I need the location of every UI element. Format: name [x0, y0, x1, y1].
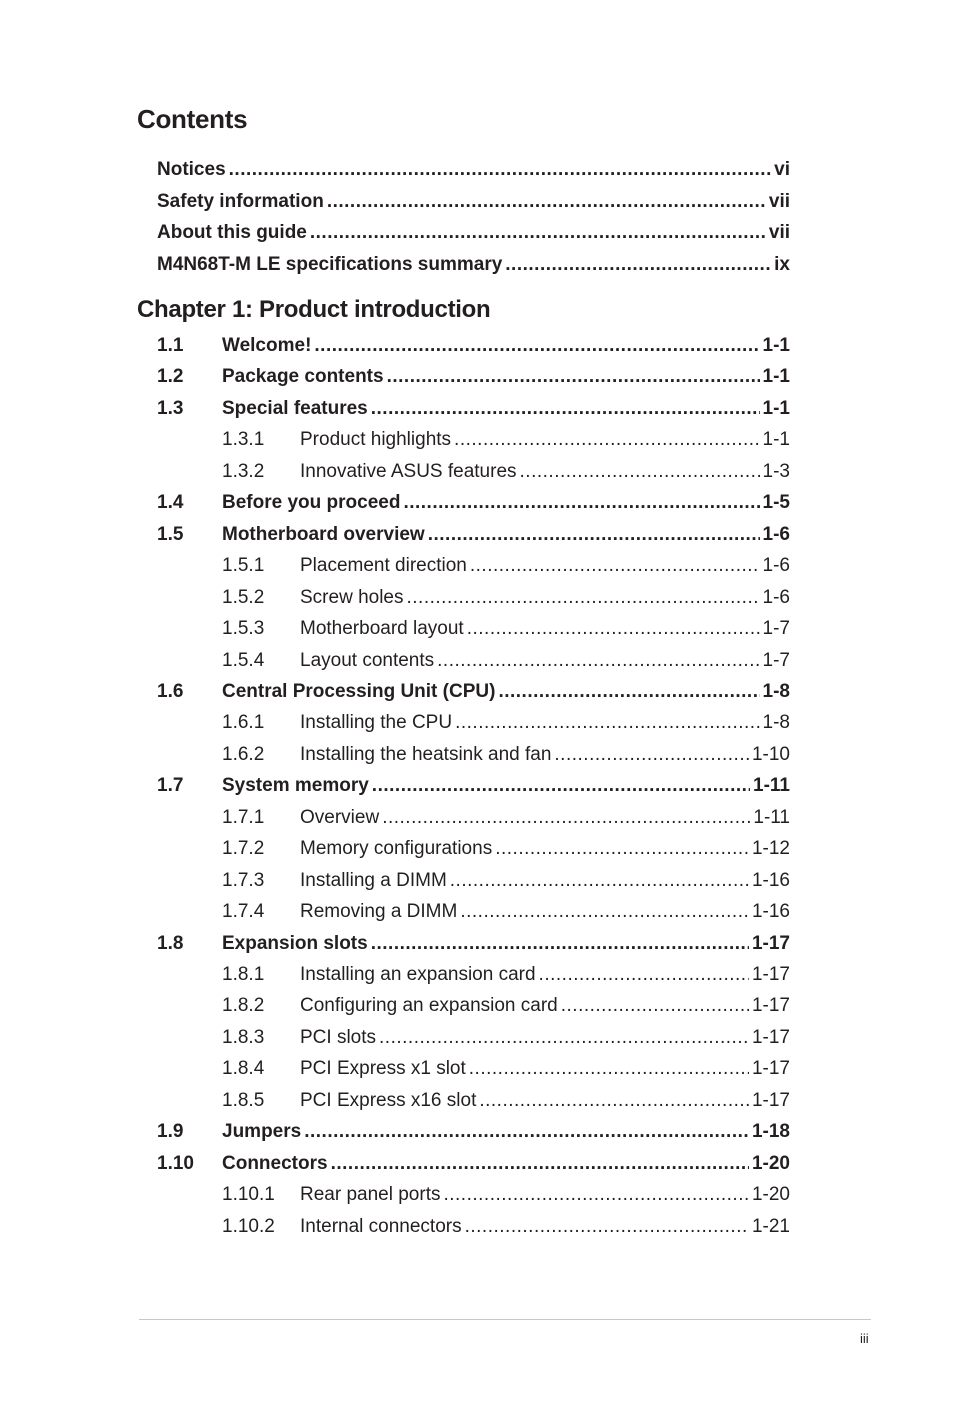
toc-entry[interactable] — [157, 397, 790, 421]
toc-entry[interactable] — [157, 334, 790, 358]
toc-entry-number: 1.7.1 — [222, 806, 265, 828]
toc-entry-page: 1-10 — [751, 743, 790, 765]
toc-entry-page: 1-11 — [753, 775, 790, 797]
footer-divider — [139, 1319, 871, 1320]
page-title: Contents — [137, 104, 248, 134]
toc-entry-page: 1-5 — [762, 492, 790, 514]
toc-entry-page: 1-1 — [762, 429, 790, 451]
toc-entry-number: 1.7 — [157, 775, 184, 797]
toc-entry[interactable] — [157, 1120, 790, 1144]
toc-entry[interactable] — [157, 994, 790, 1018]
toc-entry-page: vii — [768, 222, 790, 243]
toc-entry-number: 1.3.2 — [222, 460, 265, 482]
dot-leader — [498, 680, 759, 704]
toc-entry-number: 1.5.1 — [222, 555, 265, 577]
dot-leader — [407, 586, 760, 610]
toc-entry[interactable] — [157, 1183, 790, 1207]
toc-entry[interactable] — [157, 711, 790, 735]
toc-entry[interactable] — [157, 554, 790, 578]
toc-entry-page: 1-6 — [762, 586, 790, 608]
toc-entry-title: Connectors — [222, 1152, 328, 1174]
footer-page-number: iii — [860, 1331, 869, 1346]
toc-entry[interactable] — [157, 774, 790, 798]
dot-leader — [465, 1215, 749, 1239]
toc-entry-page: 1-7 — [762, 649, 790, 671]
toc-entry[interactable] — [157, 1152, 790, 1176]
dot-leader — [505, 253, 771, 277]
toc-entry-number: 1.7.3 — [222, 869, 265, 891]
toc-entry-title: Installing a DIMM — [300, 869, 447, 891]
toc-entry-title: Overview — [300, 806, 380, 828]
toc-entry-title: Before you proceed — [222, 492, 401, 514]
toc-entry[interactable] — [157, 221, 790, 245]
toc-entry-page: 1-8 — [762, 712, 790, 734]
toc-entry-title: Installing an expansion card — [300, 964, 536, 985]
toc-entry-page: vi — [774, 159, 790, 180]
toc-entry-page: 1-1 — [762, 366, 790, 388]
toc-entry-title: Removing a DIMM — [300, 901, 458, 923]
toc-entry[interactable] — [157, 932, 790, 956]
dot-leader — [467, 617, 760, 641]
toc-entry-page: 1-16 — [751, 869, 790, 891]
toc-entry-title: Jumpers — [222, 1121, 302, 1143]
toc-entry-title: Special features — [222, 397, 368, 419]
toc-entry-number: 1.5 — [157, 523, 184, 545]
dot-leader — [561, 994, 749, 1018]
toc-entry[interactable] — [157, 1089, 790, 1113]
dot-leader — [331, 1152, 749, 1176]
toc-entry-page: 1-12 — [751, 838, 790, 860]
toc-entry-title: Welcome! — [222, 335, 312, 356]
toc-entry-page: vii — [768, 190, 790, 212]
toc-entry-title: Internal connectors — [300, 1215, 462, 1237]
toc-entry-page: 1-21 — [751, 1215, 790, 1237]
toc-entry-page: 1-11 — [753, 806, 790, 828]
toc-entry-page: 1-20 — [751, 1184, 790, 1206]
toc-entry-title: Safety information — [157, 190, 324, 212]
toc-entry-page: ix — [774, 253, 790, 275]
toc-entry-page: 1-1 — [762, 335, 790, 356]
toc-entry-number: 1.6.2 — [222, 743, 265, 765]
toc-entry-title: System memory — [222, 775, 369, 797]
toc-entry-title: Motherboard overview — [222, 523, 425, 545]
dot-leader — [469, 1057, 749, 1081]
dot-leader — [314, 334, 759, 358]
toc-entry-number: 1.8.5 — [222, 1089, 265, 1111]
toc-entry[interactable] — [157, 963, 790, 987]
toc-entry[interactable] — [157, 491, 790, 515]
toc-entry-number: 1.10.2 — [222, 1215, 275, 1237]
dot-leader — [327, 190, 766, 214]
toc-entry[interactable] — [157, 460, 790, 484]
toc-entry-title: Motherboard layout — [300, 618, 464, 640]
toc-entry[interactable] — [157, 428, 790, 452]
dot-leader — [443, 1183, 749, 1207]
toc-entry[interactable] — [157, 253, 790, 277]
toc-entry-title: Installing the CPU — [300, 712, 453, 734]
toc-entry[interactable] — [157, 1057, 790, 1081]
toc-entry-title: PCI Express x1 slot — [300, 1058, 466, 1080]
dot-leader — [310, 221, 766, 245]
toc-entry[interactable] — [157, 869, 790, 893]
toc-entry[interactable] — [157, 837, 790, 861]
toc-entry[interactable] — [157, 617, 790, 641]
toc-entry[interactable] — [157, 806, 790, 830]
dot-leader — [371, 932, 749, 956]
toc-entry-number: 1.8.2 — [222, 995, 265, 1017]
dot-leader — [403, 491, 759, 515]
dot-leader — [450, 869, 749, 893]
toc-entry-number: 1.2 — [157, 366, 184, 388]
dot-leader — [460, 900, 749, 924]
dot-leader — [387, 365, 760, 389]
dot-leader — [454, 428, 759, 452]
toc-entry-number: 1.4 — [157, 492, 184, 514]
dot-leader — [379, 1026, 749, 1050]
toc-entry[interactable] — [157, 523, 790, 547]
toc-entry-number: 1.9 — [157, 1121, 184, 1143]
toc-entry-number: 1.10.1 — [222, 1184, 275, 1206]
toc-entry-page: 1-17 — [751, 1089, 790, 1111]
toc-entry-number: 1.6.1 — [222, 712, 265, 734]
toc-entry-number: 1.5.3 — [222, 618, 265, 640]
dot-leader — [229, 158, 772, 182]
toc-entry-page: 1-1 — [762, 397, 790, 419]
toc-entry[interactable] — [157, 900, 790, 924]
dot-leader — [554, 743, 749, 767]
toc-entry-title: Rear panel ports — [300, 1184, 441, 1206]
toc-entry[interactable] — [157, 1026, 790, 1050]
toc-entry[interactable] — [157, 1215, 790, 1239]
toc-entry-number: 1.3.1 — [222, 429, 265, 451]
toc-entry-number: 1.1 — [157, 335, 184, 356]
dot-leader — [428, 523, 760, 547]
toc-entry-title: Placement direction — [300, 555, 467, 577]
toc-entry-title: PCI Express x16 slot — [300, 1089, 477, 1111]
toc-entry-title: Configuring an expansion card — [300, 995, 558, 1017]
toc-entry-title: Expansion slots — [222, 932, 368, 954]
toc-entry-title: Notices — [157, 159, 226, 180]
toc-entry-number: 1.3 — [157, 397, 184, 419]
toc-entry-page: 1-16 — [751, 901, 790, 923]
toc-entry-title: Package contents — [222, 366, 384, 388]
toc-entry-page: 1-17 — [751, 1058, 790, 1080]
chapter-title: Chapter 1: Product introduction — [137, 296, 491, 323]
dot-leader — [539, 963, 749, 987]
toc-entry-page: 1-18 — [751, 1121, 790, 1143]
dot-leader — [382, 806, 750, 830]
toc-entry-number: 1.8.1 — [222, 964, 265, 985]
toc-entry-title: Innovative ASUS features — [300, 460, 517, 482]
toc-entry-title: PCI slots — [300, 1026, 377, 1048]
toc-entry-title: About this guide — [157, 222, 307, 243]
toc-entry-page: 1-8 — [762, 680, 790, 702]
toc-entry-number: 1.7.2 — [222, 838, 265, 860]
toc-entry[interactable] — [157, 586, 790, 610]
toc-entry-number: 1.5.2 — [222, 586, 265, 608]
toc-entry-number: 1.8.4 — [222, 1058, 265, 1080]
dot-leader — [495, 837, 749, 861]
toc-entry-title: Screw holes — [300, 586, 404, 608]
toc-entry-page: 1-17 — [751, 995, 790, 1017]
toc-entry-page: 1-7 — [762, 618, 790, 640]
toc-entry-title: Memory configurations — [300, 838, 493, 860]
toc-entry[interactable] — [157, 158, 790, 182]
toc-entry[interactable] — [157, 365, 790, 389]
toc-entry[interactable] — [157, 743, 790, 767]
toc-entry-number: 1.7.4 — [222, 901, 265, 923]
dot-leader — [520, 460, 760, 484]
toc-entry-page: 1-6 — [762, 523, 790, 545]
dot-leader — [371, 397, 760, 421]
dot-leader — [372, 774, 750, 798]
toc-entry-page: 1-20 — [751, 1152, 790, 1174]
dot-leader — [455, 711, 759, 735]
toc-entry[interactable] — [157, 649, 790, 673]
dot-leader — [479, 1089, 749, 1113]
dot-leader — [304, 1120, 749, 1144]
toc-entry-number: 1.5.4 — [222, 649, 265, 671]
toc-entry-number: 1.8.3 — [222, 1026, 265, 1048]
toc-entry-number: 1.8 — [157, 932, 184, 954]
toc-entry-page: 1-3 — [762, 460, 790, 482]
toc-entry-title: Product highlights — [300, 429, 452, 451]
toc-entry-title: Installing the heatsink and fan — [300, 743, 552, 765]
toc-entry-title: Layout contents — [300, 649, 435, 671]
toc-entry-page: 1-17 — [751, 932, 790, 954]
dot-leader — [437, 649, 759, 673]
toc-entry-page: 1-6 — [762, 555, 790, 577]
toc-entry[interactable] — [157, 190, 790, 214]
toc-entry-page: 1-17 — [751, 964, 790, 985]
toc-entry-page: 1-17 — [751, 1026, 790, 1048]
toc-entry[interactable] — [157, 680, 790, 704]
toc-entry-number: 1.10 — [157, 1152, 194, 1174]
dot-leader — [470, 554, 760, 578]
toc-entry-title: Central Processing Unit (CPU) — [222, 680, 496, 702]
toc-entry-number: 1.6 — [157, 680, 184, 702]
toc-entry-title: M4N68T-M LE specifications summary — [157, 253, 503, 275]
